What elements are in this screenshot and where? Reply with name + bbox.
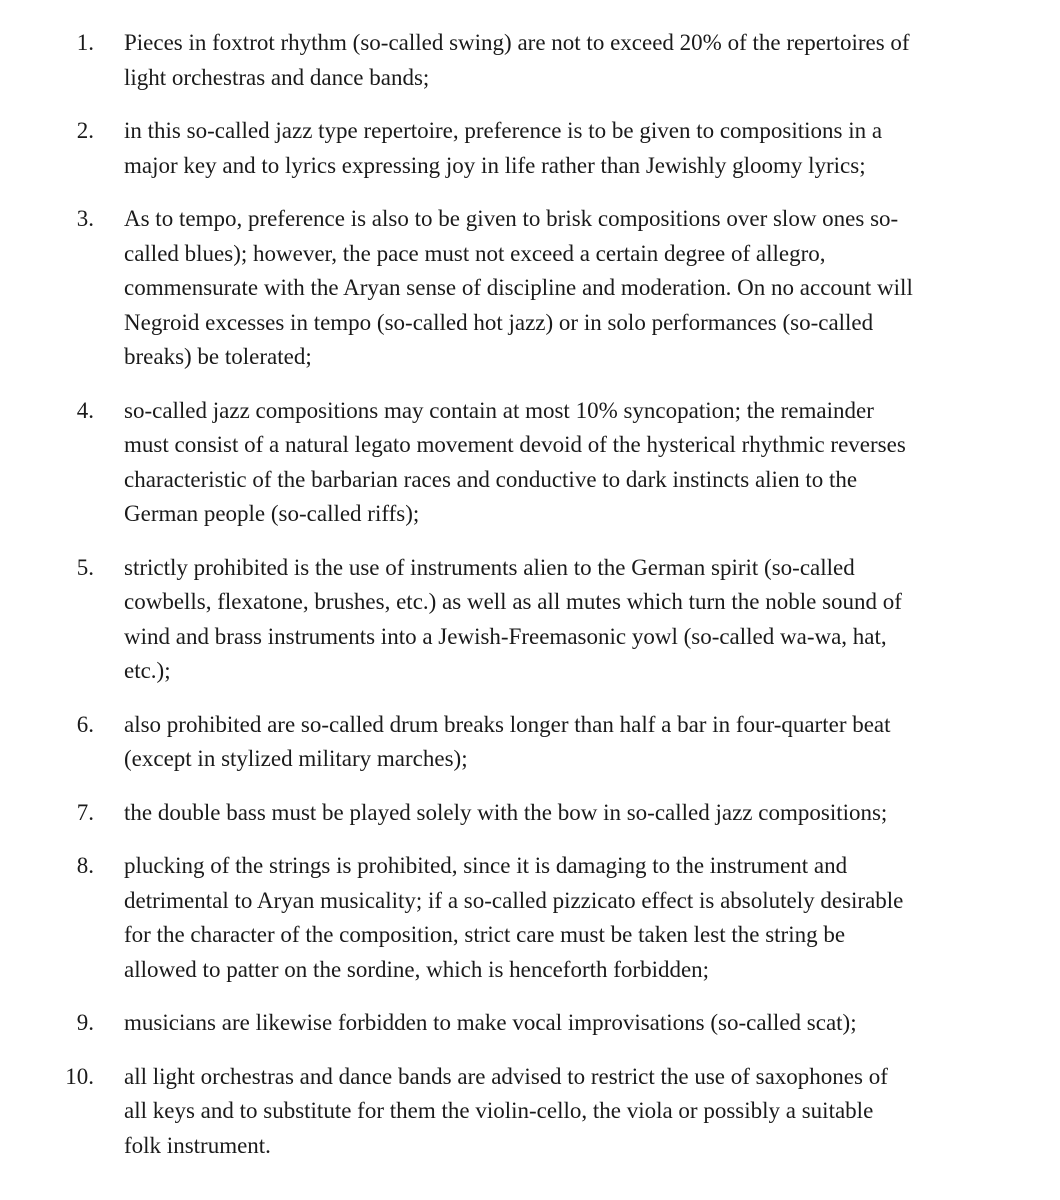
numbered-list bbox=[0, 26, 1060, 1182]
item-text: plucking of the strings is prohibited, since it is damaging to the instrument and detrimental to Aryan musicality; if a so-called pizzicato effect is absolutely desirable for the character of the composition, strict care must be taken lest the string be allowed to patter on the sordine, which is henceforth forbidden; bbox=[124, 853, 904, 982]
item-number: 10. bbox=[65, 1063, 94, 1089]
item-text: also prohibited are so-called drum breaks longer than half a bar in four-quarter beat (except in stylized military marches); bbox=[124, 711, 891, 771]
list-item bbox=[0, 1006, 1060, 1041]
item-text: the double bass must be played solely with the bow in so-called jazz compositions; bbox=[124, 799, 888, 825]
item-number: 9. bbox=[76, 1010, 94, 1035]
item-text: musicians are likewise forbidden to make vocal improvisations (so-called scat); bbox=[124, 1010, 857, 1035]
list-item bbox=[0, 26, 1060, 95]
list-item bbox=[0, 551, 1060, 689]
item-number: 3. bbox=[76, 206, 94, 231]
item-text: so-called jazz compositions may contain at most 10% syncopation; the remainder must consist of a natural legato movement devoid of the hysterical rhythmic reverses characteristic of the barbarian races and conductive to dark instincts alien to the German people (so-called riffs); bbox=[124, 397, 906, 526]
item-text: in this so-called jazz type repertoire, preference is to be given to compositions in a major key and to lyrics expressing joy in life rather than Jewishly gloomy lyrics; bbox=[124, 118, 883, 178]
list-item bbox=[0, 708, 1060, 777]
item-number: 2. bbox=[76, 118, 94, 143]
item-number: 4. bbox=[76, 397, 94, 423]
list-item bbox=[0, 1060, 1060, 1164]
list-item bbox=[0, 202, 1060, 375]
item-number: 5. bbox=[76, 554, 94, 580]
item-number: 1. bbox=[76, 30, 94, 55]
item-text: Pieces in foxtrot rhythm (so-called swing) are not to exceed 20% of the repertoires of light orchestras and dance bands; bbox=[124, 30, 910, 90]
item-number: 7. bbox=[76, 799, 94, 825]
item-text: all light orchestras and dance bands are advised to restrict the use of saxophones of all keys and to substitute for them the violin-cello, the viola or possibly a suitable folk instrument. bbox=[124, 1063, 888, 1158]
list-item bbox=[0, 114, 1060, 183]
list-item bbox=[0, 394, 1060, 532]
item-number: 8. bbox=[76, 853, 94, 878]
item-number: 6. bbox=[76, 711, 94, 737]
list-item bbox=[0, 849, 1060, 987]
item-text: strictly prohibited is the use of instruments alien to the German spirit (so-called cowbells, flexatone, brushes, etc.) as well as all mutes which turn the noble sound of wind and brass instruments into a Jewish-Freemasonic yowl (so-called wa-wa, hat, etc.); bbox=[124, 554, 902, 683]
list-item bbox=[0, 796, 1060, 831]
item-text: As to tempo, preference is also to be given to brisk compositions over slow ones so-called blues); however, the pace must not exceed a certain degree of allegro, commensurate with the Aryan sense of discipline and moderation. On no account will Negroid excesses in tempo (so-called hot jazz) or in solo performances (so-called breaks) be tolerated; bbox=[124, 206, 913, 369]
